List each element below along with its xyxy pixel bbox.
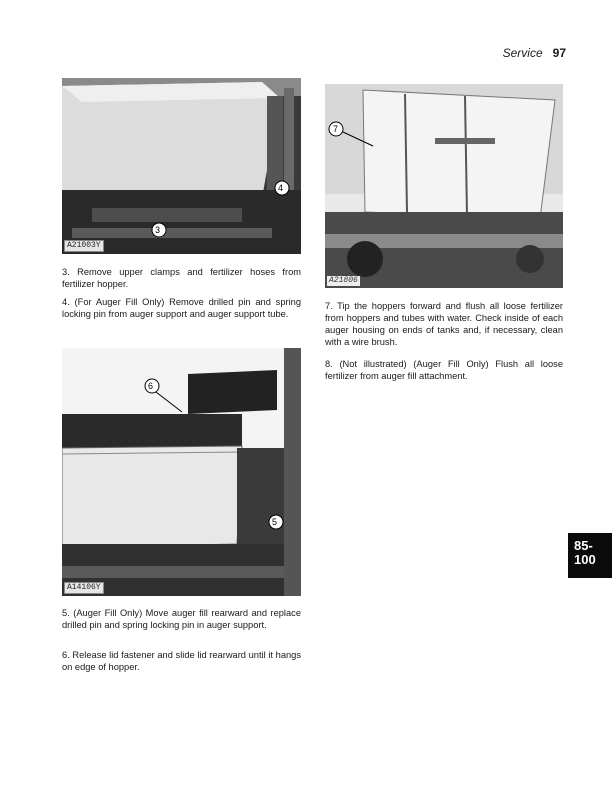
tipped-hopper-illustration — [325, 84, 563, 288]
photo-hopper-tipped-forward — [325, 84, 563, 288]
hopper-photo-illustration — [62, 78, 301, 254]
step-3: 3. Remove upper clamps and fertilizer hoses from fertilizer hopper. — [62, 267, 301, 289]
step-6: 6. Release lid fastener and slide lid rearward until it hangs on edge of hopper. — [62, 650, 301, 672]
tab-line-1: 85- — [574, 538, 593, 553]
auger-fill-illustration — [62, 348, 301, 596]
photo-auger-fill — [62, 348, 301, 596]
step-4: 4. (For Auger Fill Only) Remove drilled pin and spring locking pin from auger support and auger support tube. — [62, 297, 301, 319]
callout-3: 3 — [155, 225, 161, 235]
callout-4: 4 — [278, 183, 284, 193]
page-header — [503, 46, 566, 60]
page-number: 97 — [552, 46, 566, 60]
step-8: 8. (Not illustrated) (Auger Fill Only) Flush all loose fertilizer from auger fill attachment. — [325, 359, 563, 381]
photo-code: A21003Y — [64, 240, 104, 252]
callout-7: 7 — [333, 124, 339, 134]
tab-line-2: 100 — [574, 552, 596, 567]
section-title: Service — [502, 46, 543, 60]
section-tab — [568, 533, 612, 578]
photo-code: A14106Y — [64, 582, 104, 594]
step-7: 7. Tip the hoppers forward and flush all loose fertilizer from hoppers and tubes with water. Check inside of each auger housing on ends of tanks and, if necessary, clean with a wire brush. — [325, 301, 563, 347]
callout-5: 5 — [272, 517, 278, 527]
photo-code: A21806 — [329, 276, 358, 285]
step-5: 5. (Auger Fill Only) Move auger fill rearward and replace drilled pin and spring locking pin in auger support. — [62, 608, 301, 630]
callout-6: 6 — [148, 381, 154, 391]
photo-fertilizer-hopper-clamps — [62, 78, 301, 254]
